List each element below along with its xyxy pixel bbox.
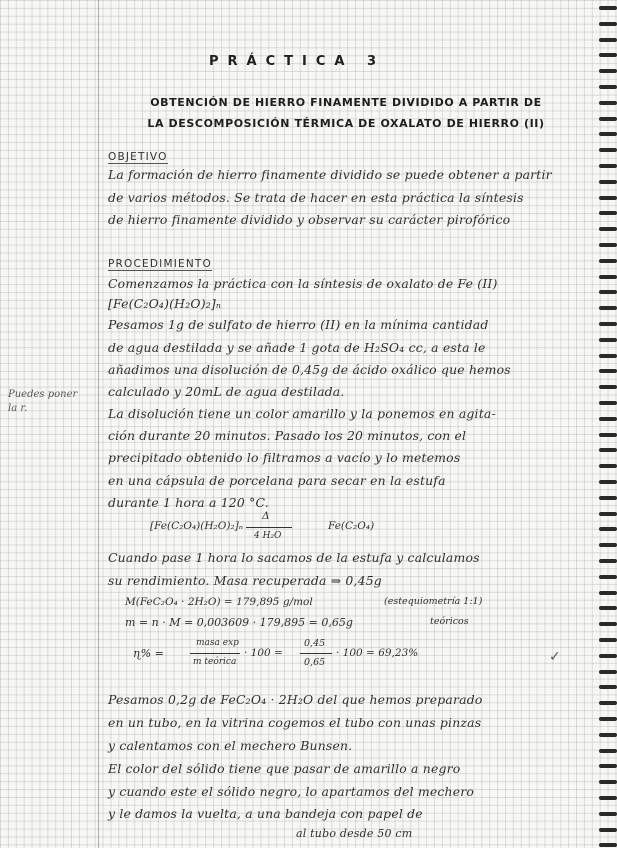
yield-fraction-bar: [190, 653, 240, 654]
theoretical-note: teóricos: [430, 616, 469, 627]
procedimiento-line: Pesamos 1g de sulfato de hierro (II) en la mínima cantidad: [108, 317, 489, 332]
spiral-hole: [599, 559, 617, 563]
reaction-arrow: [246, 527, 292, 528]
procedimiento-line: durante 1 hora a 120 °C.: [108, 495, 269, 510]
spiral-hole: [599, 670, 617, 674]
objetivo-line: de hierro finamente dividido y observar su carácter pirofórico: [108, 212, 511, 227]
yield-denominator-value: 0,65: [304, 657, 326, 668]
objetivo-line: La formación de hierro finamente dividido se puede obtener a partir: [108, 167, 552, 182]
reaction-reactant: [Fe(C₂O₄)(H₂O)₂]ₙ: [150, 520, 244, 532]
theoretical-mass: m = n · M = 0,003609 · 179,895 = 0,65g: [125, 616, 353, 629]
spiral-hole: [599, 6, 617, 10]
spiral-hole: [599, 243, 617, 247]
spiral-hole: [599, 828, 617, 832]
spiral-hole: [599, 85, 617, 89]
results-line: Cuando pase 1 hora lo sacamos de la estufa y calculamos: [108, 550, 480, 565]
spiral-hole: [599, 180, 617, 184]
spiral-hole: [599, 575, 617, 579]
procedimiento-line: añadimos una disolución de 0,45g de ácido oxálico que hemos: [108, 362, 511, 377]
final-line: Pesamos 0,2g de FeC₂O₄ · 2H₂O del que hemos preparado: [108, 692, 483, 707]
procedimiento-line: La disolución tiene un color amarillo y la ponemos en agita-: [108, 406, 496, 421]
spiral-hole: [599, 259, 617, 263]
spiral-hole: [599, 764, 617, 768]
check-mark: ✓: [549, 649, 561, 665]
spiral-hole: [599, 701, 617, 705]
spiral-hole: [599, 733, 617, 737]
spiral-hole: [599, 685, 617, 689]
procedimiento-line: ción durante 20 minutos. Pasado los 20 minutos, con el: [108, 428, 467, 443]
spiral-hole: [599, 717, 617, 721]
spiral-hole: [599, 464, 617, 468]
stoichiometry-note: (estequiometría 1:1): [384, 596, 483, 607]
spiral-hole: [599, 654, 617, 658]
spiral-hole: [599, 591, 617, 595]
procedimiento-heading: PROCEDIMIENTO: [108, 258, 212, 270]
yield-multiplier: · 100 =: [244, 647, 283, 659]
spiral-hole: [599, 496, 617, 500]
spiral-hole: [599, 812, 617, 816]
final-line: El color del sólido tiene que pasar de amarillo a negro: [108, 761, 461, 776]
final-line: en un tubo, en la vitrina cogemos el tubo con unas pinzas: [108, 715, 482, 730]
objetivo-heading: OBJETIVO: [108, 151, 168, 163]
final-line: y cuando este el sólido negro, lo apartamos del mechero: [108, 784, 475, 799]
spiral-hole: [599, 385, 617, 389]
spiral-hole: [599, 527, 617, 531]
subtitle-line-2: LA DESCOMPOSICIÓN TÉRMICA DE OXALATO DE HIERRO (II): [147, 117, 545, 130]
yield-numerator: masa exp: [196, 638, 239, 648]
yield-result: · 100 = 69,23%: [336, 647, 419, 659]
spiral-hole: [599, 417, 617, 421]
spiral-hole: [599, 53, 617, 57]
procedimiento-line: Comenzamos la práctica con la síntesis de oxalato de Fe (II): [108, 276, 498, 291]
spiral-hole: [599, 211, 617, 215]
reaction-condition-top: Δ: [262, 510, 270, 522]
spiral-hole: [599, 306, 617, 310]
reaction-product: Fe(C₂O₄): [328, 520, 375, 532]
spiral-hole: [599, 796, 617, 800]
spiral-hole: [599, 69, 617, 73]
spiral-hole: [599, 543, 617, 547]
yield-fraction-bar-2: [300, 653, 332, 654]
spiral-binding: [595, 0, 617, 848]
procedimiento-line: precipitado obtenido lo filtramos a vacío y lo metemos: [108, 450, 461, 465]
spiral-hole: [599, 338, 617, 342]
final-line: al tubo desde 50 cm: [296, 827, 413, 840]
spiral-hole: [599, 780, 617, 784]
spiral-hole: [599, 401, 617, 405]
final-line: y le damos la vuelta, a una bandeja con papel de: [108, 806, 423, 821]
procedimiento-line: de agua destilada y se añade 1 gota de H₂SO₄ cc, a esta le: [108, 340, 486, 355]
procedimiento-line: calculado y 20mL de agua destilada.: [108, 384, 345, 399]
yield-label: ɳ% =: [133, 647, 164, 660]
objetivo-line: de varios métodos. Se trata de hacer en esta práctica la síntesis: [108, 190, 524, 205]
spiral-hole: [599, 606, 617, 610]
spiral-hole: [599, 512, 617, 516]
spiral-hole: [599, 132, 617, 136]
spiral-hole: [599, 622, 617, 626]
spiral-hole: [599, 275, 617, 279]
spiral-hole: [599, 749, 617, 753]
spiral-hole: [599, 638, 617, 642]
spiral-hole: [599, 322, 617, 326]
yield-numerator-value: 0,45: [304, 638, 326, 649]
spiral-hole: [599, 448, 617, 452]
page-title: PRÁCTICA 3: [208, 54, 386, 69]
spiral-hole: [599, 290, 617, 294]
spiral-hole: [599, 433, 617, 437]
margin-note: Puedes poner: [8, 389, 78, 400]
spiral-hole: [599, 354, 617, 358]
spiral-hole: [599, 38, 617, 42]
spiral-hole: [599, 843, 617, 847]
results-line: su rendimiento. Masa recuperada ⇒ 0,45g: [108, 573, 382, 588]
spiral-hole: [599, 101, 617, 105]
spiral-hole: [599, 148, 617, 152]
spiral-hole: [599, 196, 617, 200]
procedimiento-line: en una cápsula de porcelana para secar en la estufa: [108, 473, 446, 488]
procedimiento-line: [Fe(C₂O₄)(H₂O)₂]ₙ: [108, 296, 222, 311]
spiral-hole: [599, 369, 617, 373]
reaction-condition-bottom: 4 H₂O: [254, 531, 282, 541]
spiral-hole: [599, 480, 617, 484]
molar-mass: M(FeC₂O₄ · 2H₂O) = 179,895 g/mol: [125, 596, 313, 608]
yield-denominator: m teórica: [193, 657, 237, 667]
subtitle-line-1: OBTENCIÓN DE HIERRO FINAMENTE DIVIDIDO A PARTIR DE: [150, 96, 542, 109]
spiral-hole: [599, 117, 617, 121]
spiral-hole: [599, 22, 617, 26]
spiral-hole: [599, 227, 617, 231]
final-line: y calentamos con el mechero Bunsen.: [108, 738, 353, 753]
spiral-hole: [599, 164, 617, 168]
margin-note: la r.: [8, 403, 28, 414]
